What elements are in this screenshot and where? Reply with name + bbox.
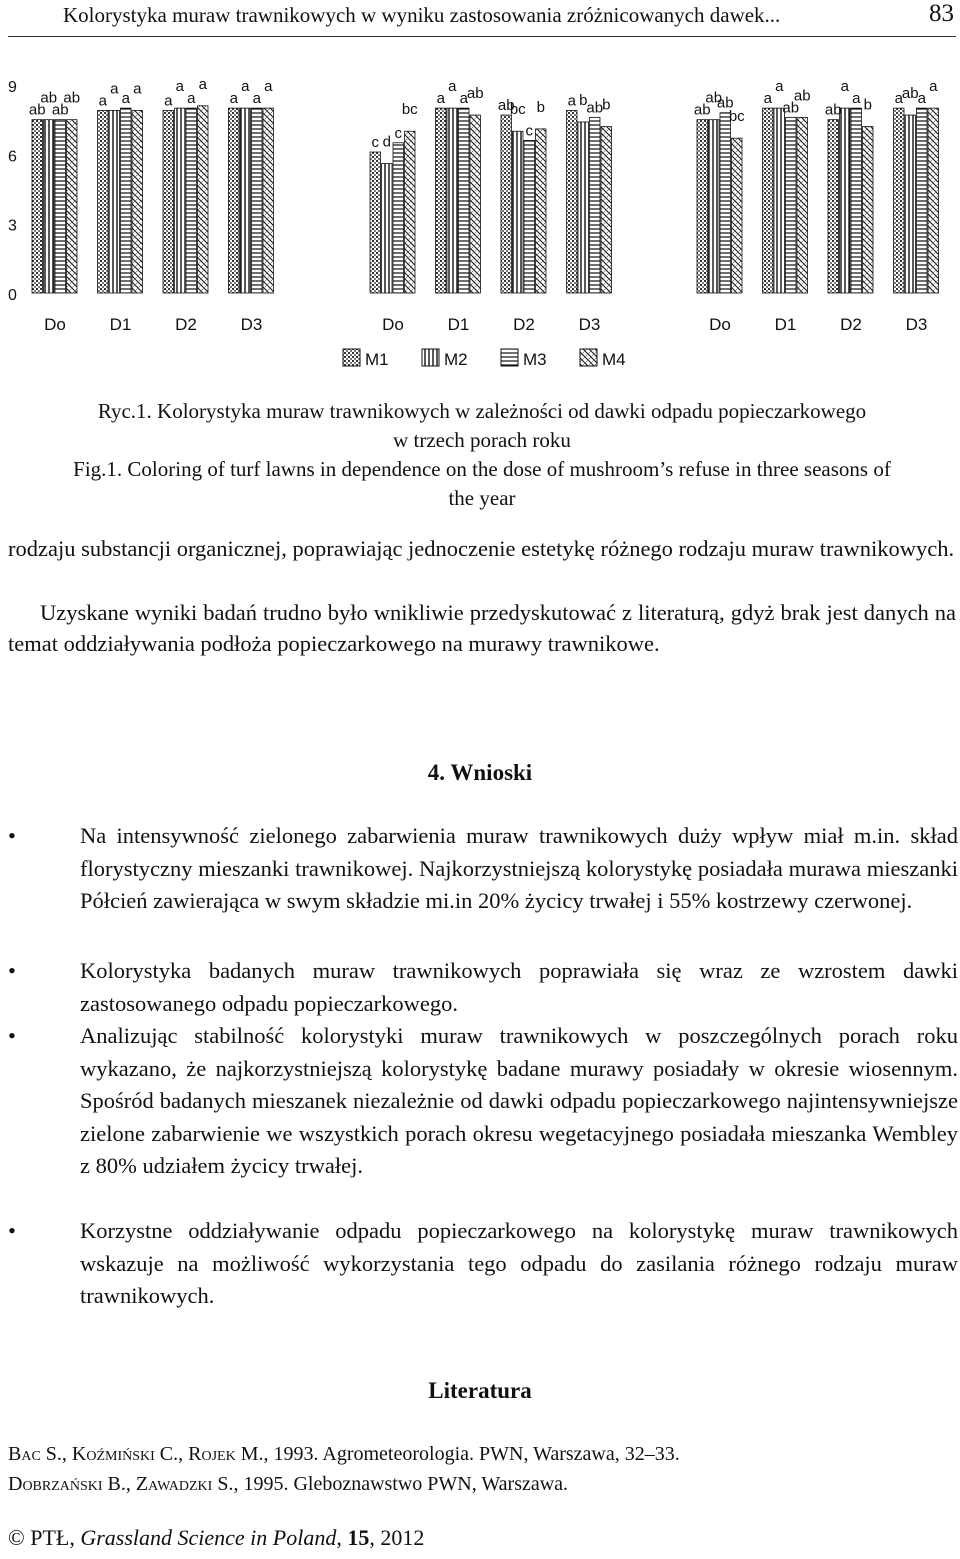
reference-details: , 1993. Agrometeorologia. PWN, Warszawa, 32–33. — [263, 1443, 680, 1465]
bar-m3 — [393, 143, 404, 293]
bullet-dot: • — [8, 958, 16, 983]
bar-m1 — [697, 120, 708, 293]
bar-letter: ab — [716, 94, 734, 112]
bar-m2 — [447, 108, 458, 293]
bar-letter: a — [840, 78, 849, 96]
x-tick-label: D1 — [447, 315, 470, 334]
bar-m3 — [786, 117, 797, 293]
bar-letter: a — [187, 90, 196, 108]
bar-letter: b — [579, 91, 588, 109]
conclusion-text: Analizując stabilność kolorystyki muraw trawnikowych w poszczególnych porach roku wykazano, że najkorzystniejszą kolorystykę badane murawy posiadały w okresie wiosennym. Spośród badanych mieszanek niezależnie od dawki odpadu popieczarkowego najintensywniejsze zielone zabarwienie we wszystkich porach okresu wegetacyjnego posiadała mieszanka Wembley z 80% udziałem życicy trwałej. — [80, 1023, 958, 1178]
bar-letter: ab — [28, 101, 46, 119]
legend-label: M3 — [523, 350, 547, 369]
bar-letter: ab — [586, 99, 604, 117]
x-tick-label: D2 — [513, 315, 535, 334]
caption-pl-line1: Ryc.1. Kolorystyka muraw trawnikowych w zależności od dawki odpadu popieczarkowego — [97, 399, 867, 423]
bar-m3 — [590, 117, 601, 293]
x-tick-label: D3 — [240, 315, 263, 334]
bar-m4 — [863, 127, 874, 293]
running-header — [8, 0, 956, 37]
bar-m4 — [198, 106, 209, 293]
bar-m2 — [774, 108, 785, 293]
bar-letter: a — [763, 90, 772, 108]
reference-authors: Bac S., Koźmiński C., Rojek M. — [8, 1443, 264, 1465]
section-heading-conclusions: 4. Wnioski — [427, 760, 533, 785]
bar-m1 — [894, 108, 905, 293]
bar-m4 — [536, 129, 547, 293]
x-axis-labels — [44, 315, 927, 334]
bar-letter: a — [175, 78, 184, 96]
conclusion-text: Korzystne oddziaływanie odpadu popieczarkowego na kolorystykę muraw trawnikowych wskazuje na możliwość wykorzystania tego odpadu do zasilania różnego rodzaju muraw trawnikowych. — [80, 1218, 958, 1308]
bar-m3 — [459, 108, 470, 293]
bar-m4 — [732, 138, 743, 293]
bar-m1 — [763, 108, 774, 293]
bar-m2 — [709, 120, 720, 293]
bar-m4 — [405, 131, 416, 293]
bar-letter: ab — [466, 85, 484, 103]
bar-m3 — [55, 120, 66, 293]
bar-m2 — [44, 120, 55, 293]
bar-m3 — [720, 113, 731, 293]
x-tick-label: Do — [44, 315, 66, 334]
bar-m4 — [132, 110, 143, 293]
bar-letter: c — [525, 122, 533, 140]
bar-letter: a — [567, 92, 576, 110]
bar-m3 — [252, 108, 263, 293]
bar-letter: ab — [40, 89, 58, 107]
bar-m1 — [828, 120, 839, 293]
bar-m4 — [797, 117, 808, 293]
bullet-dot: • — [8, 1218, 16, 1243]
footer-year: , 2012 — [369, 1525, 425, 1550]
bar-letter: a — [436, 90, 445, 108]
bar-m2 — [578, 122, 589, 293]
bar-m4 — [928, 108, 939, 293]
bar-letter: a — [917, 90, 926, 108]
bar-m2 — [905, 115, 916, 293]
caption-en-line2: the year — [448, 486, 516, 510]
conclusion-item — [8, 820, 958, 918]
bar-m2 — [840, 108, 851, 293]
bar-chart — [0, 60, 960, 380]
bar-m1 — [501, 115, 512, 293]
legend-label: M2 — [444, 350, 468, 369]
bar-m1 — [229, 108, 240, 293]
reference-item — [8, 1443, 680, 1466]
bar-m3 — [851, 108, 862, 293]
x-tick-label: D3 — [905, 315, 928, 334]
bar-letter: a — [264, 78, 273, 96]
bar-letter: ab — [824, 101, 842, 119]
bar-letter: ab — [901, 85, 919, 103]
bar-letter: bc — [509, 101, 526, 119]
x-tick-label: Do — [382, 315, 404, 334]
bar-letter: a — [929, 78, 938, 96]
caption-en-line1: Fig.1. Coloring of turf lawns in dependence on the dose of mushroom’s refuse in three seasons of — [73, 457, 891, 481]
bar-letter: d — [382, 133, 391, 151]
reference-item — [8, 1473, 568, 1496]
reference-details: , 1995. Gleboznawstwo PWN, Warszawa. — [233, 1473, 569, 1495]
legend-swatch-m3 — [501, 349, 518, 366]
legend-swatch-m2 — [422, 349, 439, 366]
bar-m1 — [32, 120, 43, 293]
bar-letter: b — [602, 96, 611, 114]
bar-letter: ab — [51, 101, 69, 119]
x-tick-label: D2 — [175, 315, 197, 334]
footer-sep: , — [336, 1525, 348, 1550]
bar-m1 — [370, 152, 381, 293]
caption-pl-line2: w trzech porach roku — [393, 428, 571, 452]
bar-letter: ab — [497, 97, 515, 115]
paragraph-2 — [8, 597, 956, 659]
legend-swatch-m4 — [580, 349, 597, 366]
bullet-dot: • — [8, 823, 16, 848]
legend-label: M4 — [602, 350, 626, 369]
y-tick-label: 0 — [8, 287, 17, 304]
bar-letter: b — [536, 98, 545, 116]
x-tick-label: D2 — [840, 315, 862, 334]
bar-letter: a — [198, 75, 207, 93]
legend-label: M1 — [365, 350, 389, 369]
bullet-dot: • — [8, 1023, 16, 1048]
bar-letter: ab — [63, 89, 81, 107]
bar-m1 — [436, 108, 447, 293]
bar-letter: a — [252, 90, 261, 108]
bar-letter: a — [98, 92, 107, 110]
bar-m2 — [513, 131, 524, 293]
y-tick-label: 9 — [8, 79, 17, 96]
bars-layer — [32, 106, 939, 293]
page-footer — [8, 1525, 424, 1551]
bar-letter: ab — [705, 89, 723, 107]
bar-m2 — [109, 110, 120, 293]
paragraph-1: rodzaju substancji organicznej, poprawiając jednoczenie estetykę różnego rodzaju muraw trawnikowych. — [8, 536, 955, 561]
paragraph-2-text: Uzyskane wyniki badań trudno było wnikliwie przedyskutować z literaturą, gdyż brak jest danych na temat oddziaływania podłoża popieczarkowego na murawy trawnikowe. — [8, 600, 956, 656]
running-title: Kolorystyka muraw trawnikowych w wyniku zastosowania zróżnicowanych dawek... — [63, 3, 781, 27]
bar-letter: b — [863, 96, 872, 114]
y-tick-label: 3 — [8, 217, 17, 235]
footer-copyright: © PTŁ, — [8, 1525, 81, 1550]
bar-letter: ab — [793, 87, 811, 105]
y-axis-ticks — [8, 79, 17, 304]
x-tick-label: D3 — [578, 315, 601, 334]
bar-letter: a — [229, 90, 238, 108]
bar-m4 — [470, 115, 481, 293]
bar-m4 — [263, 108, 274, 293]
x-tick-label: D1 — [774, 315, 797, 334]
bar-m3 — [186, 108, 197, 293]
bar-m3 — [121, 108, 132, 293]
bar-m3 — [524, 140, 535, 293]
bar-letter: bc — [728, 108, 745, 126]
chart-legend — [343, 349, 626, 369]
bar-m1 — [567, 110, 578, 293]
section-heading-literature: Literatura — [428, 1378, 532, 1403]
x-tick-label: Do — [709, 315, 731, 334]
bar-letter: a — [852, 90, 861, 108]
conclusion-text: Na intensywność zielonego zabarwienia muraw trawnikowych duży wpływ miał m.in. skład florystyczny mieszanki trawnikowej. Najkorzystniejszą kolorystykę posiadała murawa mieszanki Półcień zawierająca w swym składzie mi.in 20% życicy trwałej i 55% kostrzewy czerwonej. — [80, 823, 958, 913]
bar-m4 — [67, 120, 78, 293]
bar-m2 — [382, 164, 393, 293]
conclusion-item — [8, 1215, 958, 1313]
bar-m2 — [240, 108, 251, 293]
bar-letter: bc — [401, 101, 418, 119]
conclusion-item — [8, 955, 958, 1020]
bar-letter: a — [133, 80, 142, 98]
bar-letter: a — [121, 90, 130, 108]
conclusion-item — [8, 1020, 958, 1183]
footer-journal: Grassland Science in Poland — [80, 1525, 337, 1550]
bar-letter: a — [110, 80, 119, 98]
y-tick-label: 6 — [8, 148, 17, 166]
reference-authors: Dobrzański B., Zawadzki S. — [8, 1473, 234, 1495]
bar-m4 — [601, 127, 612, 293]
page-number: 83 — [929, 0, 954, 27]
bar-letter: a — [448, 78, 457, 96]
bar-m2 — [175, 108, 186, 293]
bar-letter: a — [459, 90, 468, 108]
legend-swatch-m1 — [343, 349, 360, 366]
bar-letter: c — [394, 124, 402, 142]
bar-letter: ab — [782, 99, 800, 117]
bar-letter: a — [241, 78, 250, 96]
bar-m3 — [917, 108, 928, 293]
bar-letter: ab — [693, 101, 711, 119]
footer-volume: 15 — [347, 1525, 370, 1550]
bar-letter: a — [775, 78, 784, 96]
bar-m1 — [98, 110, 109, 293]
bar-letter: a — [164, 92, 173, 110]
conclusion-text: Kolorystyka badanych muraw trawnikowych poprawiała się wraz ze wzrostem dawki zastosowanego odpadu popieczarkowego. — [80, 958, 958, 1016]
bar-letter: c — [371, 134, 379, 152]
bar-letter: a — [894, 90, 903, 108]
x-tick-label: D1 — [109, 315, 132, 334]
bar-m1 — [163, 110, 174, 293]
